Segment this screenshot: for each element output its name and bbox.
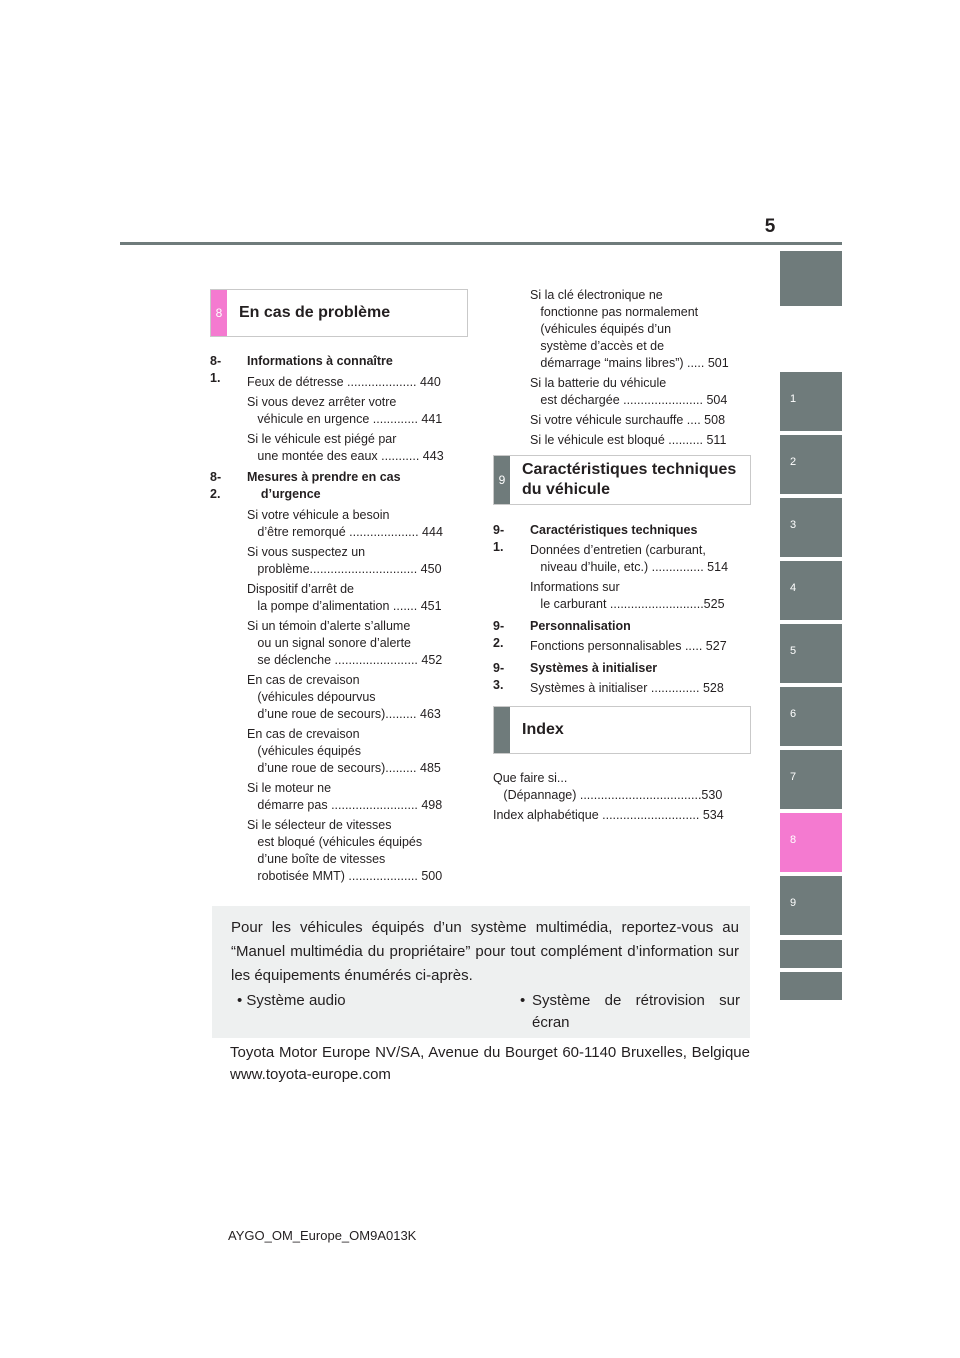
index-header[interactable] — [493, 706, 751, 754]
subsection-title: Caractéristiques techniques — [530, 523, 698, 537]
subsection-code: 9-1. — [493, 523, 505, 554]
section-9-number: 9 — [494, 456, 510, 504]
toc-entry[interactable]: Si vous devez arrêter votre véhicule en urgence ............. 441 — [247, 395, 443, 426]
toc-entry[interactable]: Feux de détresse .................... 440 — [247, 375, 441, 389]
page-number: 5 — [764, 216, 776, 237]
toc-entry[interactable]: Si le véhicule est piégé par une montée des eaux ........... 443 — [247, 432, 444, 463]
section-9-title: Caractéristiques techniques du véhicule — [522, 461, 737, 498]
chapter-tab-2[interactable]: 2 — [780, 435, 842, 494]
section-8-number: 8 — [211, 290, 227, 336]
toc-entry[interactable]: Si votre véhicule a besoin d’être remorqué .................... 444 — [247, 508, 443, 539]
toc-entry[interactable]: Si la batterie du véhicule est déchargée ....................... 504 — [530, 376, 728, 407]
toc-entry[interactable]: Systèmes à initialiser .............. 528 — [530, 681, 724, 695]
chapter-tab-blank-top[interactable] — [780, 251, 842, 306]
bullet-text: Système de rétrovision sur écran — [532, 992, 740, 1031]
chapter-tab-1[interactable]: 1 — [780, 372, 842, 431]
toc-entry[interactable]: Données d’entretien (carburant, niveau d’huile, etc.) ............... 514 — [530, 543, 729, 574]
subsection-title: Personnalisation — [530, 619, 631, 633]
subsection-code: 9-2. — [493, 619, 505, 650]
chapter-tab-7[interactable]: 7 — [780, 750, 842, 809]
bullet-text: Système audio — [246, 992, 346, 1009]
subsection-code: 8-2. — [210, 470, 222, 501]
publisher-address: Toyota Motor Europe NV/SA, Avenue du Bourget 60-1140 Bruxelles, Belgique www.toyota-europe.com — [230, 1044, 750, 1083]
bullet-icon: • — [237, 992, 247, 1009]
chapter-tab-blank-2 — [780, 972, 842, 1000]
subsection-title: Mesures à prendre en cas d’urgence — [247, 470, 401, 501]
toc-entry[interactable]: Si vous suspectez un problème............................... 450 — [247, 545, 442, 576]
toc-entry[interactable]: Si le véhicule est bloqué .......... 511 — [530, 433, 727, 447]
chapter-tab-blank-1[interactable] — [780, 940, 842, 968]
subsection-code: 8-1. — [210, 354, 222, 385]
toc-entry[interactable]: Si un témoin d’alerte s’allume ou un signal sonore d’alerte se déclenche ........................ 452 — [247, 619, 443, 667]
index-title: Index — [522, 721, 564, 738]
toc-entry[interactable]: Index alphabétique ............................ 534 — [493, 808, 724, 822]
chapter-tab-4[interactable]: 4 — [780, 561, 842, 620]
toc-entry[interactable]: Dispositif d’arrêt de la pompe d’alimentation ....... 451 — [247, 582, 442, 613]
chapter-tab-9[interactable]: 9 — [780, 876, 842, 935]
document-code-footer: AYGO_OM_Europe_OM9A013K — [228, 1228, 417, 1243]
index-marker — [494, 707, 510, 753]
toc-entry[interactable]: Si le sélecteur de vitesses est bloqué (véhicules équipés d’une boîte de vitesses robotisée MMT) .................... 500 — [247, 818, 443, 883]
chapter-tab-3[interactable]: 3 — [780, 498, 842, 557]
note-text: Pour les véhicules équipés d’un système multimédia, reportez-vous au “Manuel multimédia du propriétaire” pour tout complément d’information sur les équipements énumérés ci-après. — [231, 919, 739, 984]
section-8-title: En cas de problème — [239, 304, 391, 321]
subsection-title: Informations à connaître — [247, 354, 393, 368]
header-rule — [120, 242, 842, 245]
toc-entry[interactable]: Informations sur le carburant ...........................525 — [530, 580, 725, 611]
chapter-tab-8[interactable]: 8 — [780, 813, 842, 872]
toc-entry[interactable]: En cas de crevaison (véhicules dépourvus d’une roue de secours)......... 463 — [247, 673, 441, 721]
note-bullet-audio — [237, 990, 346, 1012]
chapter-tab-5[interactable]: 5 — [780, 624, 842, 683]
multimedia-note — [212, 906, 750, 1038]
subsection-title: Systèmes à initialiser — [530, 661, 658, 675]
toc-entry[interactable]: Si votre véhicule surchauffe .... 508 — [530, 413, 726, 427]
toc-entry[interactable]: Si le moteur ne démarre pas ......................... 498 — [247, 781, 443, 812]
chapter-tab-6[interactable]: 6 — [780, 687, 842, 746]
toc-entry[interactable]: Fonctions personnalisables ..... 527 — [530, 639, 727, 653]
section-8-header[interactable] — [210, 289, 468, 337]
toc-entry[interactable]: En cas de crevaison (véhicules équipés d’une roue de secours)......... 485 — [247, 727, 441, 775]
subsection-code: 9-3. — [493, 661, 505, 692]
bullet-icon: • — [520, 992, 526, 1009]
note-bullet-camera — [520, 990, 740, 1034]
toc-entry[interactable]: Si la clé électronique ne fonctionne pas normalement (véhicules équipés d’un système d’accès et de démarrage “mains libres”) ..... 501 — [530, 288, 729, 370]
toc-entry[interactable]: Que faire si... (Dépannage) ...................................530 — [493, 771, 723, 802]
section-9-header[interactable] — [493, 455, 751, 505]
